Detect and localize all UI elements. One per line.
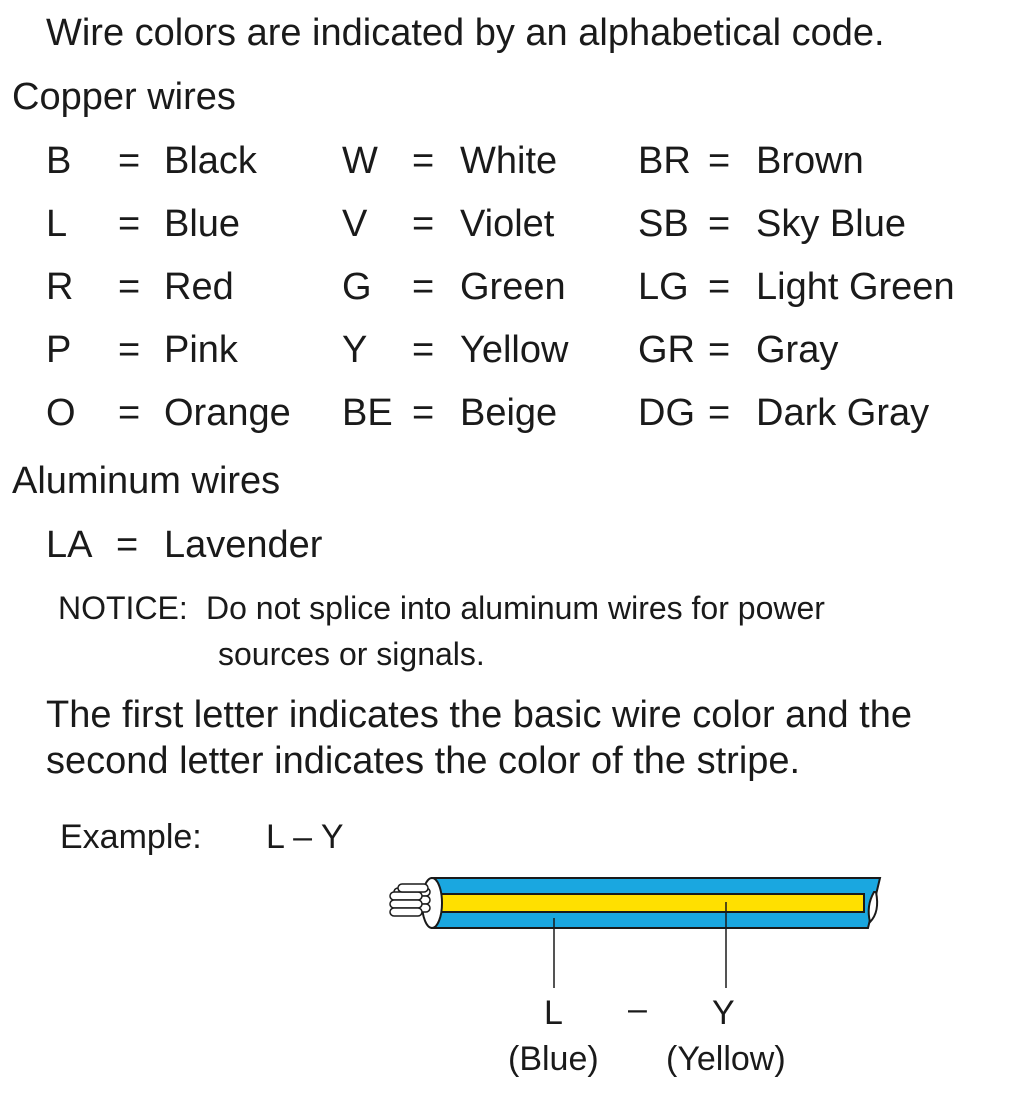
example-code: L – Y bbox=[266, 818, 344, 856]
wire-illustration bbox=[380, 870, 890, 1000]
equals-sign: = bbox=[118, 329, 141, 371]
equals-sign: = bbox=[708, 392, 731, 434]
intro-text: Wire colors are indicated by an alphabetical code. bbox=[46, 12, 885, 54]
explanation-line: second letter indicates the color of the stripe. bbox=[46, 740, 801, 782]
color-name: Green bbox=[460, 266, 566, 308]
color-name: White bbox=[460, 140, 558, 182]
color-name: Orange bbox=[164, 392, 291, 434]
code-letter: LA bbox=[46, 524, 93, 566]
color-name: Sky Blue bbox=[756, 203, 906, 245]
code-letter: R bbox=[46, 266, 74, 308]
explanation-line: The first letter indicates the basic wire color and the bbox=[46, 694, 912, 736]
color-name: Lavender bbox=[164, 524, 323, 566]
color-name: Brown bbox=[756, 140, 864, 182]
code-letter: W bbox=[342, 140, 378, 182]
equals-sign: = bbox=[708, 203, 731, 245]
code-letter: GR bbox=[638, 329, 695, 371]
color-name: Violet bbox=[460, 203, 555, 245]
color-name: Black bbox=[164, 140, 257, 182]
code-letter: DG bbox=[638, 392, 695, 434]
stripe-color-letter: Y bbox=[712, 994, 735, 1032]
equals-sign: = bbox=[118, 392, 141, 434]
code-letter: SB bbox=[638, 203, 689, 245]
wire-strands bbox=[390, 884, 430, 916]
code-letter: G bbox=[342, 266, 372, 308]
notice-label: NOTICE: bbox=[58, 590, 188, 626]
color-name: Light Green bbox=[756, 266, 955, 308]
notice-text: Do not splice into aluminum wires for power bbox=[206, 590, 825, 626]
wire-stripe bbox=[432, 894, 864, 912]
aluminum-heading: Aluminum wires bbox=[12, 460, 281, 502]
code-letter: LG bbox=[638, 266, 689, 308]
example-label: Example: bbox=[60, 818, 202, 856]
base-color-name: (Blue) bbox=[508, 1040, 599, 1078]
base-color-letter: L bbox=[544, 994, 563, 1032]
equals-sign: = bbox=[118, 203, 141, 245]
code-letter: BR bbox=[638, 140, 691, 182]
color-name: Yellow bbox=[460, 329, 569, 371]
code-letter: V bbox=[342, 203, 368, 245]
code-letter: Y bbox=[342, 329, 368, 371]
equals-sign: = bbox=[118, 266, 141, 308]
stripe-color-name: (Yellow) bbox=[666, 1040, 786, 1078]
equals-sign: = bbox=[412, 266, 435, 308]
color-name: Dark Gray bbox=[756, 392, 930, 434]
equals-sign: = bbox=[708, 329, 731, 371]
color-name: Blue bbox=[164, 203, 241, 245]
color-name: Beige bbox=[460, 392, 558, 434]
example-dash: – bbox=[628, 990, 647, 1028]
code-letter: B bbox=[46, 140, 72, 182]
equals-sign: = bbox=[412, 203, 435, 245]
copper-heading: Copper wires bbox=[12, 76, 236, 118]
color-name: Red bbox=[164, 266, 234, 308]
notice-text: sources or signals. bbox=[218, 636, 485, 672]
equals-sign: = bbox=[412, 140, 435, 182]
equals-sign: = bbox=[708, 266, 731, 308]
color-name: Gray bbox=[756, 329, 839, 371]
code-letter: L bbox=[46, 203, 68, 245]
code-letter: BE bbox=[342, 392, 393, 434]
equals-sign: = bbox=[118, 140, 141, 182]
equals-sign: = bbox=[412, 392, 435, 434]
color-name: Pink bbox=[164, 329, 238, 371]
equals-sign: = bbox=[116, 524, 139, 566]
equals-sign: = bbox=[708, 140, 731, 182]
equals-sign: = bbox=[412, 329, 435, 371]
code-letter: O bbox=[46, 392, 76, 434]
code-letter: P bbox=[46, 329, 72, 371]
